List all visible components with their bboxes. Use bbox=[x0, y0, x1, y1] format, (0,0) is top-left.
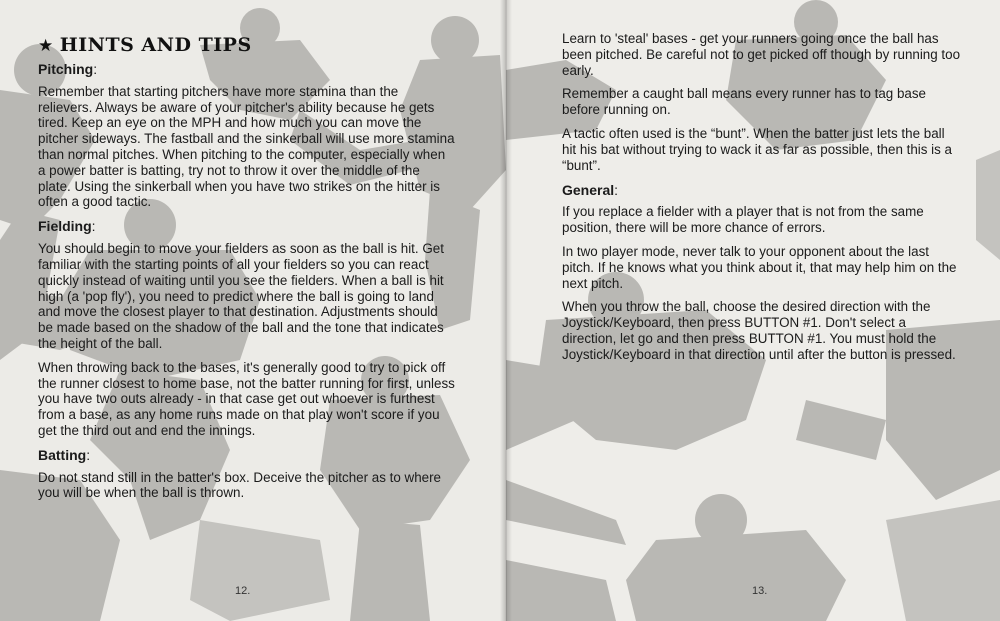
paragraph: If you replace a fielder with a player that is not from the same position, there will be more chance of errors. bbox=[562, 204, 924, 236]
section-heading-batting: Batting: bbox=[38, 446, 91, 463]
book-gutter bbox=[500, 0, 512, 621]
silhouette-body bbox=[626, 530, 846, 621]
right-page bbox=[506, 0, 1000, 621]
silhouette-arm bbox=[506, 360, 576, 450]
page-number: 12. bbox=[235, 585, 251, 597]
silhouette-leg bbox=[506, 560, 616, 621]
paragraph: When you throw the ball, choose the desired direction with the Joystick/Keyboard, then press BUTTON #1. Don't select a direction, let go and then press BUTTON #1. You must hold the Joystick/Keyboard in that direction until after the button is pressed. bbox=[562, 299, 956, 362]
section-heading-fielding: Fielding: bbox=[38, 218, 96, 235]
page-title bbox=[38, 34, 456, 56]
silhouette-arm bbox=[796, 400, 886, 460]
silhouette-body bbox=[886, 500, 1000, 621]
page-number: 13. bbox=[752, 585, 768, 597]
paragraph: Remember that starting pitchers have more stamina than the relievers. Always be aware of your pitcher's ability because he gets tired. Keep an eye on the MPH and how much you can move the pitcher sideways. The fastball and the sinkerball will use more stamina than normal pitches. When pitching to the computer, especially when a power batter is batting, try not to throw it over the middle of the plate. Using the sinkerball when you have two strikes on the hitter is often a good tactic. bbox=[38, 83, 455, 210]
star-icon: ★ bbox=[38, 36, 54, 56]
paragraph: Do not stand still in the batter's box. Deceive the pitcher as to where you will be when the ball is thrown. bbox=[38, 469, 442, 501]
section-heading-general: General: bbox=[562, 181, 619, 198]
right-text-column bbox=[562, 31, 962, 371]
silhouette-body bbox=[190, 520, 330, 621]
silhouette-leg bbox=[350, 520, 430, 621]
bat-silhouette bbox=[506, 480, 626, 545]
paragraph: When throwing back to the bases, it's generally good to try to pick off the runner closest to home base, not the batter running for first, unless you have two outs already - in that case get out whoever is furthest from a base, as any home runs made on that play won't score if you get the third out and end the innings. bbox=[38, 359, 455, 439]
paragraph: Remember a caught ball means every runner has to tag base before running on. bbox=[562, 86, 926, 118]
left-text-column bbox=[38, 34, 456, 509]
paragraph: In two player mode, never talk to your opponent about the last pitch. If he knows what you think about it, that may help him on the next pitch. bbox=[562, 243, 957, 291]
section-heading-pitching: Pitching: bbox=[38, 61, 98, 77]
title-text: HINTS AND TIPS bbox=[59, 34, 252, 56]
paragraph: You should begin to move your fielders as soon as the ball is hit. Get familiar with the starting points of all your fielders so you can react quickly instead of waiting until you see the fielders. When a ball is hit high (a 'pop fly'), you need to predict where the ball is going to land and move the closest player to that destination. Adjustments should be made based on the shadow of the ball and the tone that indicates the height of the ball. bbox=[38, 241, 444, 351]
paragraph: Learn to 'steal' bases - get your runners going once the ball has been pitched. Be careful not to get picked off though by running too early. bbox=[562, 31, 961, 78]
silhouette-body bbox=[976, 150, 1000, 260]
paragraph: A tactic often used is the “bunt”. When the batter just lets the ball hit his bat without trying to wack it as far as possible, then this is a “bunt”. bbox=[562, 126, 953, 173]
